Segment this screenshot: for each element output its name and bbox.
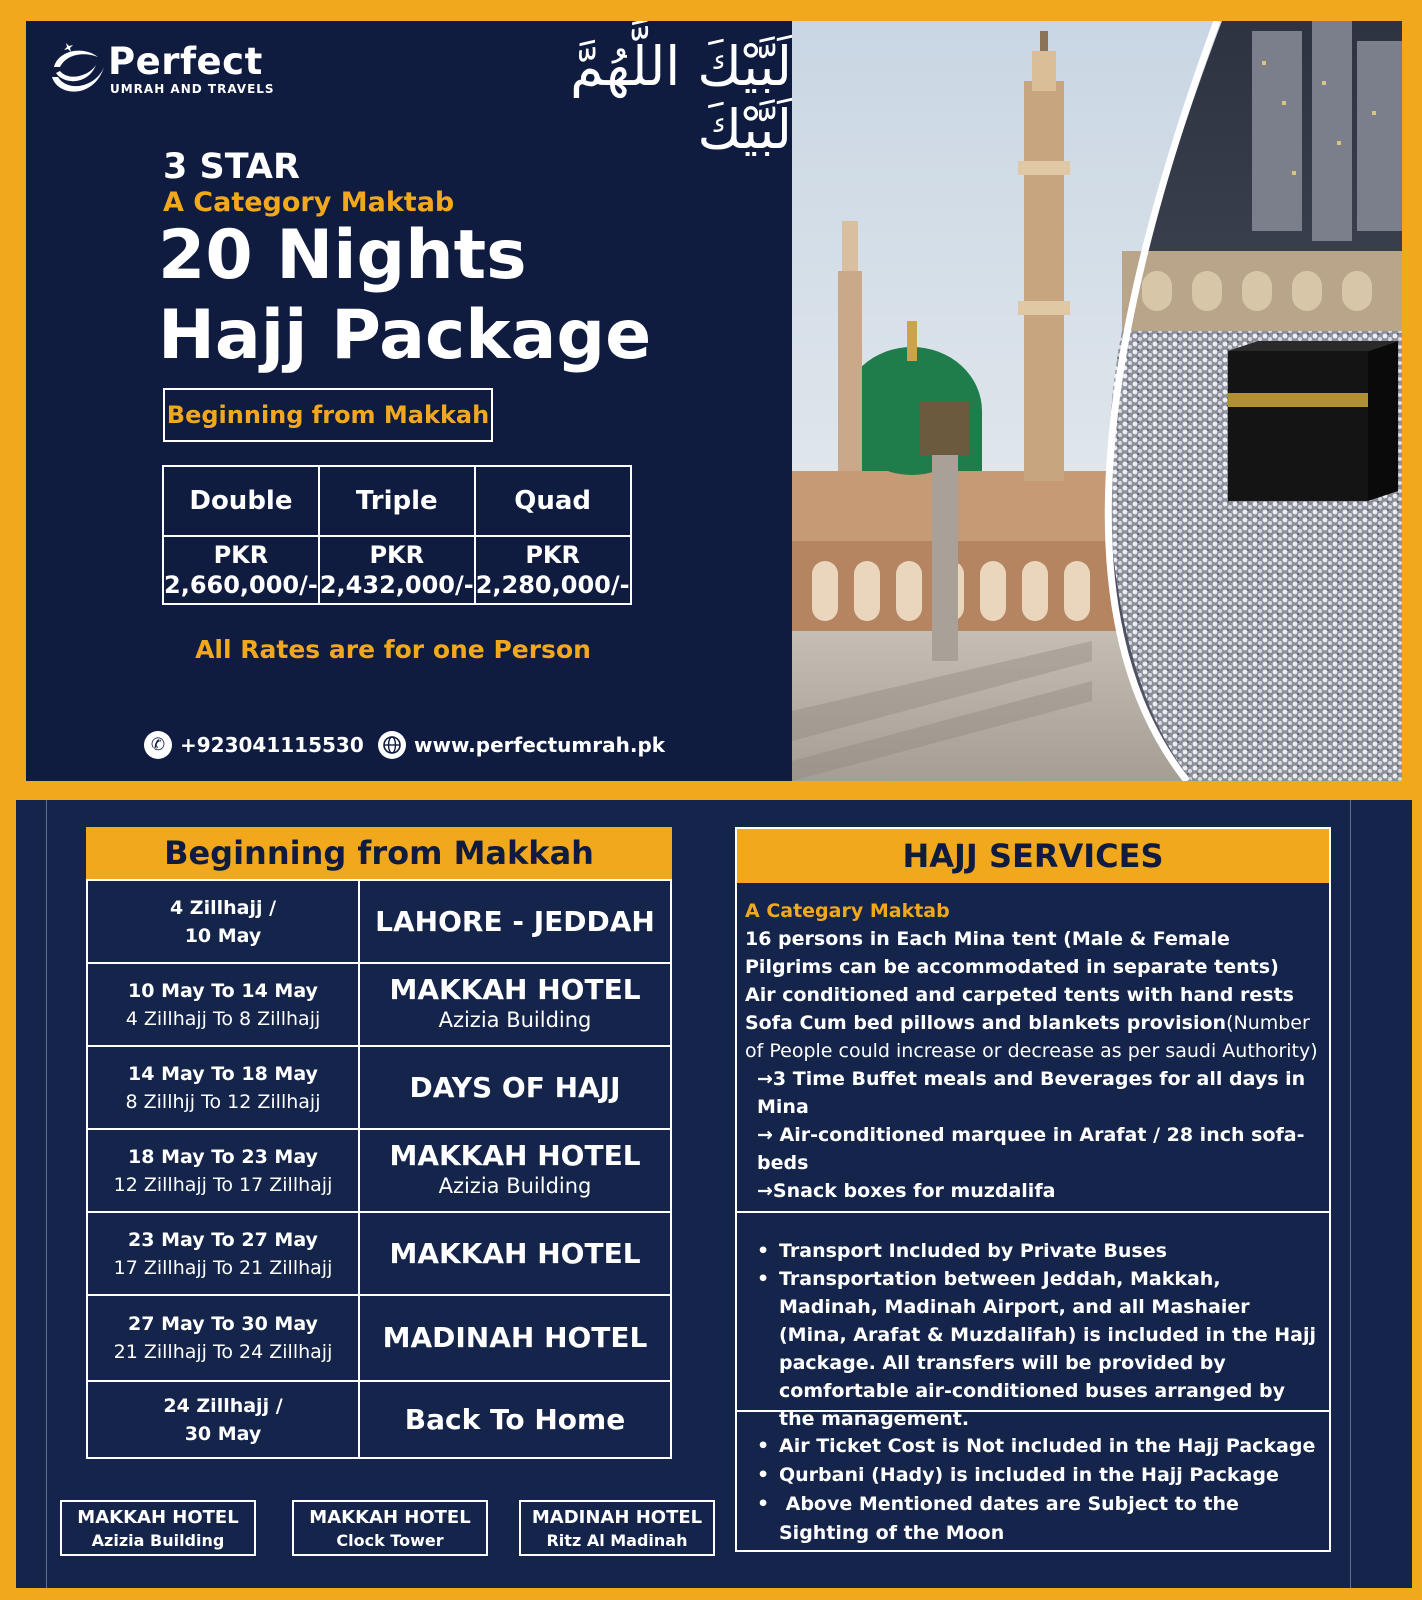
services-arrow-item: →Snack boxes for muzdalifa: [757, 1180, 1056, 1202]
beginning-badge: Beginning from Makkah: [163, 388, 493, 442]
services-arrow-item: → Air-conditioned marquee in Arafat / 28 inch sofa- beds: [757, 1124, 1305, 1174]
date-secondary: 8 Zillhjj To 12 Zillhajj: [125, 1090, 321, 1113]
itinerary-date: [87, 963, 359, 1046]
date-secondary: 12 Zillhajj To 17 Zillhajj: [113, 1173, 333, 1196]
hotel-card: [60, 1500, 256, 1556]
itinerary-row: [87, 1295, 671, 1381]
hotel-detail: Ritz Al Madinah: [546, 1531, 688, 1550]
phone-icon: ✆: [144, 731, 172, 759]
category-label: A Category Maktab: [163, 187, 455, 218]
price-value: 2,660,000/-: [164, 571, 318, 599]
services-arrow-item: →3 Time Buffet meals and Beverages for all days in Mina: [757, 1068, 1306, 1118]
itinerary-row: [87, 880, 671, 963]
logo-swoosh-icon: [44, 37, 108, 101]
services-notes: [737, 1412, 1329, 1554]
itinerary-date: [87, 1212, 359, 1295]
list-item-text: Above Mentioned dates are Subject to the Sighting of the Moon: [779, 1493, 1246, 1544]
itinerary-table: [86, 879, 672, 1459]
price-value: 2,432,000/-: [319, 571, 474, 599]
date-primary: 18 May To 23 May: [128, 1145, 318, 1168]
holy-sites-photo: [792, 21, 1402, 781]
hotel-card: [292, 1500, 488, 1556]
hotel-detail: Azizia Building: [91, 1531, 225, 1550]
price-table: [162, 465, 632, 605]
services-tent: 16 persons in Each Mina tent (Male & Female Pilgrims can be accommodated in separate tents): [745, 928, 1279, 978]
price-header-double: Double: [163, 466, 319, 536]
price-header-triple: Triple: [319, 466, 475, 536]
place-name: Back To Home: [404, 1402, 626, 1436]
itinerary-place: [359, 963, 671, 1046]
rates-note: All Rates are for one Person: [195, 635, 591, 664]
price-header-quad: Quad: [475, 466, 631, 536]
place-name: MADINAH HOTEL: [382, 1321, 648, 1354]
itinerary-date: [87, 1381, 359, 1458]
phone-number: +923041115530: [180, 733, 364, 757]
currency-label: PKR: [213, 541, 269, 569]
price-quad: [475, 536, 631, 604]
date-secondary: 17 Zillhajj To 21 Zillhajj: [113, 1256, 333, 1279]
hero-panel: [26, 21, 1402, 781]
details-panel: [16, 800, 1412, 1588]
list-item-text: Qurbani (Hady) is included in the Hajj Package: [779, 1464, 1279, 1486]
arabic-heading: لَبَّيْكَ اللَّهُمَّ لَبَّيْكَ: [570, 35, 792, 161]
list-item: • Transportation between Jeddah, Makkah, Madinah, Madinah Airport, and all Mashaier (Mina, Arafat & Muzdalifah) is included in the Hajj package. All transfers will be provided by comfortable air-conditioned buses arranged by the management.: [757, 1265, 1323, 1433]
brand-name: Perfect: [108, 40, 263, 83]
date-primary: 10 May To 14 May: [128, 979, 318, 1002]
hotel-name: MADINAH HOTEL: [531, 1507, 703, 1528]
hotel-card: [519, 1500, 715, 1556]
price-value: 2,280,000/-: [475, 571, 630, 599]
place-name: MAKKAH HOTEL: [389, 972, 641, 1006]
globe-icon: [378, 731, 406, 759]
place-name: MAKKAH HOTEL: [389, 1138, 641, 1172]
itinerary-row: [87, 1381, 671, 1458]
itinerary-place: [359, 880, 671, 963]
currency-label: PKR: [525, 541, 580, 569]
list-item: • Qurbani (Hady) is included in the Hajj Package: [757, 1461, 1323, 1490]
services-ac-note: (Number of People could increase or decrease as per saudi Authority): [745, 1012, 1318, 1062]
star-rating: 3 STAR: [163, 147, 300, 187]
services-ac: Air conditioned and carpeted tents with hand rests Sofa Cum bed pillows and blankets provision: [745, 984, 1294, 1034]
brand-logo: [44, 37, 275, 101]
date-primary: 14 May To 18 May: [128, 1062, 318, 1085]
itinerary: [86, 827, 672, 1459]
itinerary-place: [359, 1046, 671, 1129]
place-name: DAYS OF HAJJ: [409, 1070, 621, 1104]
list-item-text: Transport Included by Private Buses: [779, 1240, 1167, 1262]
place-detail: Azizia Building: [438, 1007, 592, 1032]
hotel-detail: Clock Tower: [336, 1531, 444, 1550]
list-item: • Air Ticket Cost is Not included in the Hajj Package: [757, 1432, 1323, 1461]
services-accommodation: [737, 883, 1329, 1213]
date-primary: 27 May To 30 May: [128, 1313, 318, 1335]
itinerary-place: [359, 1129, 671, 1212]
itinerary-date: [87, 880, 359, 963]
place-name: MAKKAH HOTEL: [389, 1236, 641, 1270]
services-category: A Categary Maktab: [745, 900, 950, 922]
itinerary-place: [359, 1212, 671, 1295]
date-primary: 24 Zillhajj /: [163, 1394, 283, 1417]
list-item: • Transport Included by Private Buses: [757, 1237, 1323, 1265]
list-item-text: Transportation between Jeddah, Makkah, Madinah, Madinah Airport, and all Mashaier (Mina, Arafat & Muzdalifah) is included in the Hajj package. All transfers will be provided by comfortable air-conditioned buses arranged by the management.: [779, 1268, 1316, 1430]
services-transport: [737, 1213, 1329, 1430]
date-secondary: 4 Zillhajj To 8 Zillhajj: [125, 1007, 321, 1030]
itinerary-title: Beginning from Makkah: [86, 827, 672, 879]
price-triple: [319, 536, 475, 604]
place-detail: Azizia Building: [438, 1173, 592, 1198]
date-secondary: 30 May: [184, 1422, 262, 1445]
package-title-line1: 20 Nights: [158, 216, 527, 295]
date-secondary: 10 May: [184, 924, 262, 947]
list-item: • Above Mentioned dates are Subject to the Sighting of the Moon: [757, 1490, 1323, 1548]
divider-line: [46, 800, 47, 1588]
itinerary-date: [87, 1129, 359, 1212]
currency-label: PKR: [369, 541, 425, 569]
itinerary-date: [87, 1046, 359, 1129]
website-url: www.perfectumrah.pk: [414, 733, 666, 757]
list-item-text: Air Ticket Cost is Not included in the Hajj Package: [779, 1435, 1316, 1457]
price-double: [163, 536, 319, 604]
website-contact[interactable]: [378, 731, 665, 759]
itinerary-place: [359, 1295, 671, 1381]
date-primary: 23 May To 27 May: [128, 1228, 318, 1251]
itinerary-row: [87, 963, 671, 1046]
hero-info: [26, 21, 792, 781]
package-title-line2: Hajj Package: [158, 296, 652, 375]
hotel-name: MAKKAH HOTEL: [309, 1507, 471, 1528]
hajj-services: [735, 827, 1331, 1552]
itinerary-row: [87, 1129, 671, 1212]
services-title: HAJJ SERVICES: [737, 829, 1329, 883]
brand-tagline: UMRAH AND TRAVELS: [110, 82, 275, 96]
date-secondary: 21 Zillhajj To 24 Zillhajj: [113, 1341, 333, 1363]
date-primary: 4 Zillhajj /: [169, 896, 277, 919]
itinerary-place: [359, 1381, 671, 1458]
phone-contact[interactable]: [144, 731, 364, 759]
itinerary-row: [87, 1212, 671, 1295]
itinerary-row: [87, 1046, 671, 1129]
divider-line: [1350, 800, 1351, 1588]
itinerary-date: [87, 1295, 359, 1381]
place-name: LAHORE - JEDDAH: [375, 904, 655, 938]
hotel-name: MAKKAH HOTEL: [77, 1507, 239, 1528]
